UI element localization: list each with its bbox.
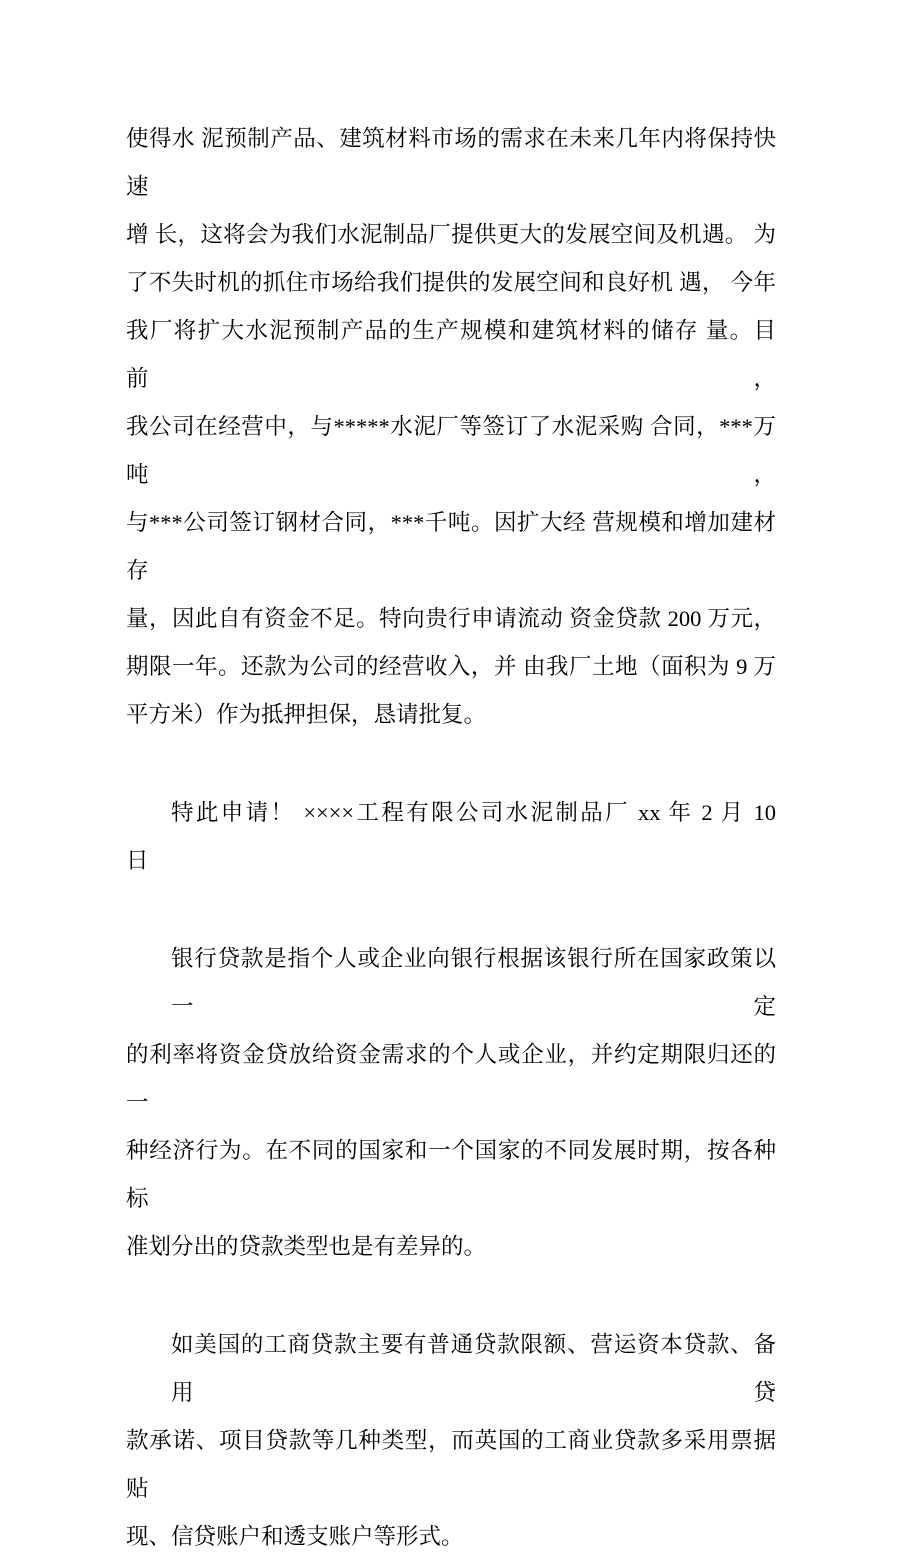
text-line: 了不失时机的抓住市场给我们提供的发展空间和良好机 遇， 今年 xyxy=(126,270,776,295)
text-line: 日 xyxy=(126,848,149,873)
text-line: 特此申请！ ××××工程有限公司水泥制品厂 xx 年 2 月 10 xyxy=(171,800,776,825)
text-line: 银行贷款是指个人或企业向银行根据该银行所在国家政策以一定 xyxy=(171,946,776,1019)
paragraph-loan-application-body xyxy=(126,115,776,739)
text-line: 使得水 泥预制产品、建筑材料市场的需求在未来几年内将保持快速 xyxy=(126,126,776,199)
text-line: 增 长，这将会为我们水泥制品厂提供更大的发展空间及机遇。 为 xyxy=(126,222,776,247)
text-line: 款承诺、项目贷款等几种类型，而英国的工商业贷款多采用票据贴 xyxy=(126,1428,776,1501)
document-content xyxy=(126,115,776,1561)
text-line: 量，因此自有资金不足。特向贵行申请流动 资金贷款 200 万元， xyxy=(126,606,776,631)
text-line: 平方米）作为抵押担保，恳请批复。 xyxy=(126,702,487,727)
text-line: 现、信贷账户和透支账户等形式。 xyxy=(126,1524,464,1549)
text-line: 种经济行为。在不同的国家和一个国家的不同发展时期，按各种标 xyxy=(126,1138,776,1211)
paragraph-loan-types-examples xyxy=(126,1321,776,1561)
paragraph-bank-loan-definition xyxy=(126,935,776,1271)
text-line: 如美国的工商贷款主要有普通贷款限额、营运资本贷款、备用贷 xyxy=(171,1332,776,1405)
text-line: 我公司在经营中，与*****水泥厂等签订了水泥采购 合同，***万吨， xyxy=(126,414,776,487)
paragraph-application-signature xyxy=(126,789,776,885)
text-line: 准划分出的贷款类型也是有差异的。 xyxy=(126,1234,487,1259)
text-line: 的利率将资金贷放给资金需求的个人或企业，并约定期限归还的一 xyxy=(126,1042,776,1115)
text-line: 我厂将扩大水泥预制产品的生产规模和建筑材料的储存 量。目前， xyxy=(126,318,776,391)
text-line: 期限一年。还款为公司的经营收入，并 由我厂土地（面积为 9 万 xyxy=(126,654,776,679)
text-line: 与***公司签订钢材合同，***千吨。因扩大经 营规模和增加建材存 xyxy=(126,510,776,583)
